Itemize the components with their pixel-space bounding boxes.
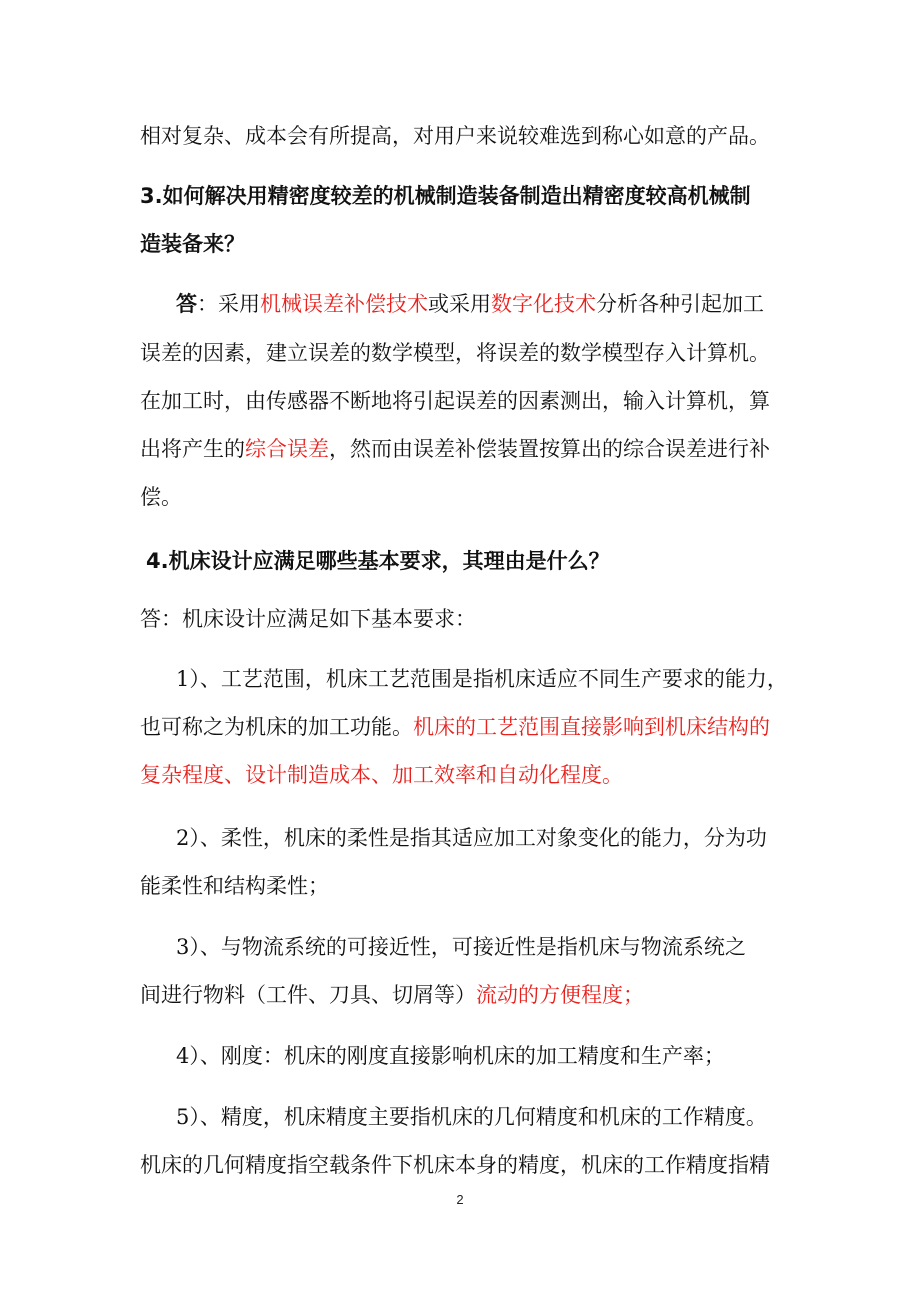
- highlight-text: 流动的方便程度；: [476, 983, 644, 1007]
- requirement-3: 间进行物料（工件、刀具、切屑等）流动的方便程度；: [140, 983, 644, 1007]
- question-3-title: 3.如何解决用精密度较差的机械制造装备制造出精密度较高机械制: [140, 184, 751, 208]
- page-number: 2: [456, 1192, 464, 1207]
- requirement-1: 复杂程度、设计制造成本、加工效率和自动化程度。: [140, 763, 623, 787]
- requirement-3: 3）、与物流系统的可接近性，可接近性是指机床与物流系统之: [176, 935, 746, 959]
- requirement-2: 能柔性和结构柔性；: [140, 874, 329, 898]
- requirement-1: 1）、工艺范围，机床工艺范围是指机床适应不同生产要求的能力，: [176, 667, 788, 691]
- question-4-title: 4.机床设计应满足哪些基本要求，其理由是什么？: [146, 549, 610, 573]
- highlight-text: 机床的工艺范围直接影响到机床结构的: [413, 715, 770, 739]
- answer-3-line: 答：采用机械误差补偿技术或采用数字化技术分析各种引起加工: [176, 292, 764, 316]
- requirement-5: 机床的几何精度指空载条件下机床本身的精度，机床的工作精度指精: [140, 1153, 770, 1177]
- answer-4-intro: 答：机床设计应满足如下基本要求：: [140, 607, 476, 631]
- paragraph-line: 相对复杂、成本会有所提高，对用户来说较难选到称心如意的产品。: [140, 124, 770, 148]
- highlight-text: 数字化技术: [491, 292, 596, 316]
- requirement-4: 4）、刚度：机床的刚度直接影响机床的加工精度和生产率；: [176, 1044, 725, 1068]
- question-3-title: 造装备来？: [140, 232, 245, 256]
- answer-3-line: 在加工时，由传感器不断地将引起误差的因素测出，输入计算机，算: [140, 389, 770, 413]
- requirement-5: 5）、精度，机床精度主要指机床的几何精度和机床的工作精度。: [176, 1105, 767, 1129]
- highlight-text: 综合误差: [245, 437, 329, 461]
- answer-3-line: 偿。: [140, 485, 182, 509]
- requirement-2: 2）、柔性，机床的柔性是指其适应加工对象变化的能力，分为功: [176, 826, 767, 850]
- highlight-text: 机械误差补偿技术: [260, 292, 428, 316]
- requirement-1: 也可称之为机床的加工功能。机床的工艺范围直接影响到机床结构的: [140, 715, 770, 739]
- answer-3-line: 出将产生的综合误差，然而由误差补偿装置按算出的综合误差进行补: [140, 437, 770, 461]
- answer-3-line: 误差的因素，建立误差的数学模型，将误差的数学模型存入计算机。: [140, 341, 770, 365]
